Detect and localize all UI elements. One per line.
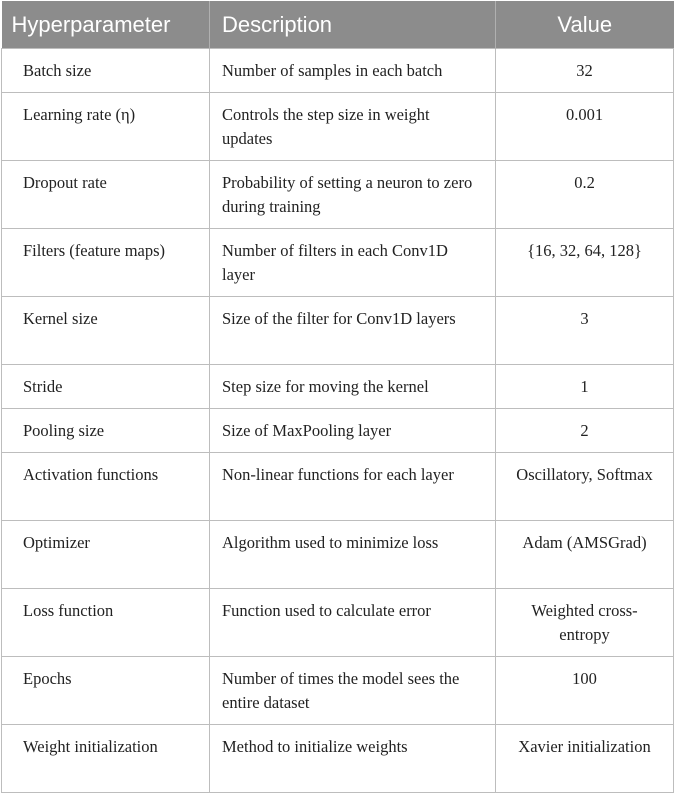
cell-hyperparameter: Kernel size bbox=[2, 297, 210, 365]
cell-hyperparameter: Weight initialization bbox=[2, 725, 210, 793]
cell-hyperparameter: Epochs bbox=[2, 657, 210, 725]
table-row bbox=[2, 409, 674, 453]
cell-value: {16, 32, 64, 128} bbox=[496, 229, 674, 297]
cell-description: Number of times the model sees the entire dataset bbox=[210, 657, 496, 725]
cell-value: 0.2 bbox=[496, 161, 674, 229]
cell-hyperparameter: Optimizer bbox=[2, 521, 210, 589]
cell-value: 0.001 bbox=[496, 93, 674, 161]
cell-hyperparameter: Loss function bbox=[2, 589, 210, 657]
cell-hyperparameter: Pooling size bbox=[2, 409, 210, 453]
cell-hyperparameter: Stride bbox=[2, 365, 210, 409]
cell-value: Oscillatory, Softmax bbox=[496, 453, 674, 521]
table-row bbox=[2, 589, 674, 657]
table-row bbox=[2, 453, 674, 521]
cell-value: Xavier initialization bbox=[496, 725, 674, 793]
cell-value: Weighted cross-entropy bbox=[496, 589, 674, 657]
cell-value: 100 bbox=[496, 657, 674, 725]
cell-description: Probability of setting a neuron to zero during training bbox=[210, 161, 496, 229]
header-hyperparameter: Hyperparameter bbox=[2, 1, 210, 49]
cell-hyperparameter: Activation functions bbox=[2, 453, 210, 521]
cell-description: Step size for moving the kernel bbox=[210, 365, 496, 409]
cell-hyperparameter: Batch size bbox=[2, 49, 210, 93]
cell-hyperparameter: Dropout rate bbox=[2, 161, 210, 229]
table-row bbox=[2, 161, 674, 229]
hyperparameter-table bbox=[1, 1, 674, 793]
table-header bbox=[2, 1, 674, 49]
cell-description: Non-linear functions for each layer bbox=[210, 453, 496, 521]
cell-description: Controls the step size in weight updates bbox=[210, 93, 496, 161]
table-row bbox=[2, 365, 674, 409]
table-row bbox=[2, 297, 674, 365]
table-row bbox=[2, 229, 674, 297]
table-row bbox=[2, 657, 674, 725]
cell-value: 3 bbox=[496, 297, 674, 365]
hyperparameter-table-container bbox=[1, 1, 673, 793]
cell-value: 1 bbox=[496, 365, 674, 409]
cell-description: Algorithm used to minimize loss bbox=[210, 521, 496, 589]
cell-description: Function used to calculate error bbox=[210, 589, 496, 657]
cell-value: 2 bbox=[496, 409, 674, 453]
table-row bbox=[2, 49, 674, 93]
header-value: Value bbox=[496, 1, 674, 49]
header-row bbox=[2, 1, 674, 49]
table-row bbox=[2, 521, 674, 589]
cell-hyperparameter: Learning rate (η) bbox=[2, 93, 210, 161]
cell-value: Adam (AMSGrad) bbox=[496, 521, 674, 589]
header-description: Description bbox=[210, 1, 496, 49]
cell-description: Number of samples in each batch bbox=[210, 49, 496, 93]
cell-value: 32 bbox=[496, 49, 674, 93]
cell-description: Number of filters in each Conv1D layer bbox=[210, 229, 496, 297]
table-row bbox=[2, 725, 674, 793]
table-body bbox=[2, 49, 674, 793]
cell-description: Size of MaxPooling layer bbox=[210, 409, 496, 453]
cell-description: Method to initialize weights bbox=[210, 725, 496, 793]
cell-hyperparameter: Filters (feature maps) bbox=[2, 229, 210, 297]
cell-description: Size of the filter for Conv1D layers bbox=[210, 297, 496, 365]
table-row bbox=[2, 93, 674, 161]
